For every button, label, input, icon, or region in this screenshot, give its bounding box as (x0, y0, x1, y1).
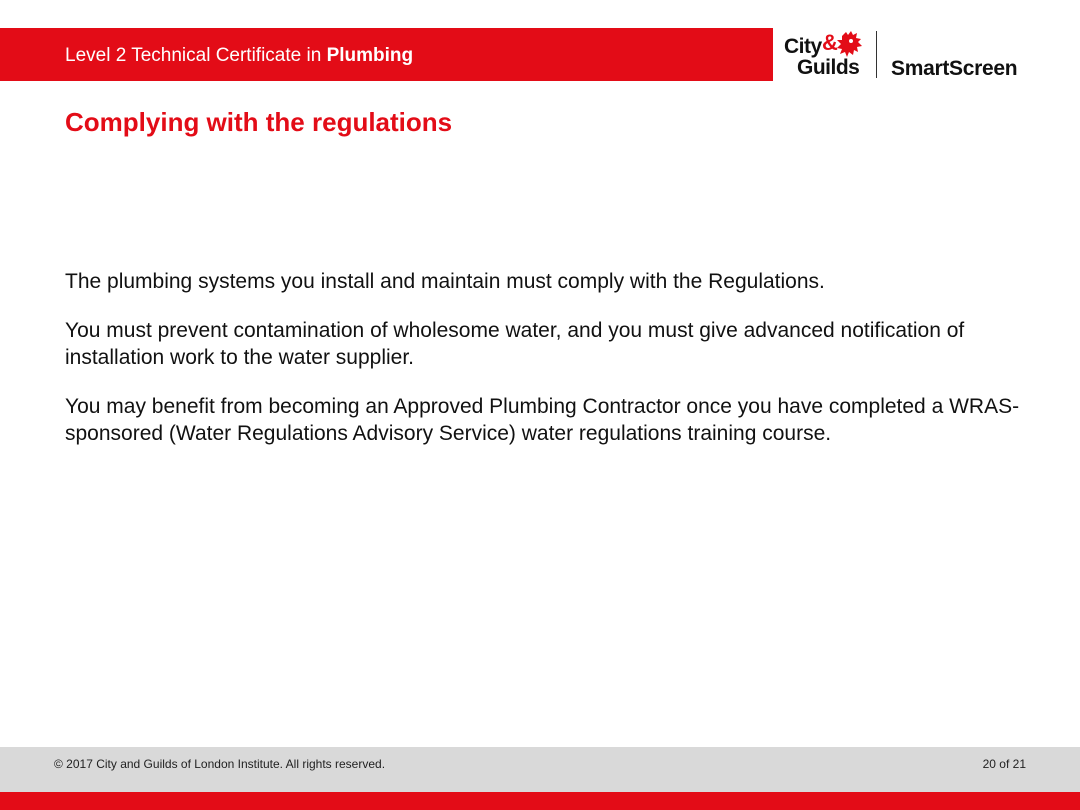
footer-copyright: © 2017 City and Guilds of London Institute. All rights reserved. (54, 757, 386, 771)
body-paragraph-2: You must prevent contamination of wholesome water, and you must give advanced notification of installation work to the water supplier. (65, 319, 965, 369)
logo-divider (876, 31, 877, 78)
body-paragraph-3: You may benefit from becoming an Approved Plumbing Contractor once you have completed a WRAS-sponsored (Water Regulations Advisory Service) water regulations training course. (65, 395, 1020, 445)
course-title-prefix: Level 2 Technical Certificate in (65, 45, 327, 66)
logo-ampersand: & (822, 30, 838, 55)
bottom-accent-bar (0, 792, 1080, 810)
logo-smartscreen-text: SmartScreen (891, 57, 1018, 80)
logo-guilds-text: Guilds (797, 56, 860, 79)
body-paragraph-1: The plumbing systems you install and maintain must comply with the Regulations. (65, 270, 825, 293)
page-indicator: 20 of 21 (982, 757, 1026, 771)
logo-city-text: City (784, 35, 822, 58)
slide-body (65, 268, 1025, 469)
slide-title: Complying with the regulations (65, 107, 453, 137)
city-guilds-smartscreen-logo (780, 28, 1040, 81)
course-title-subject: Plumbing (326, 45, 414, 66)
course-title (65, 44, 413, 68)
